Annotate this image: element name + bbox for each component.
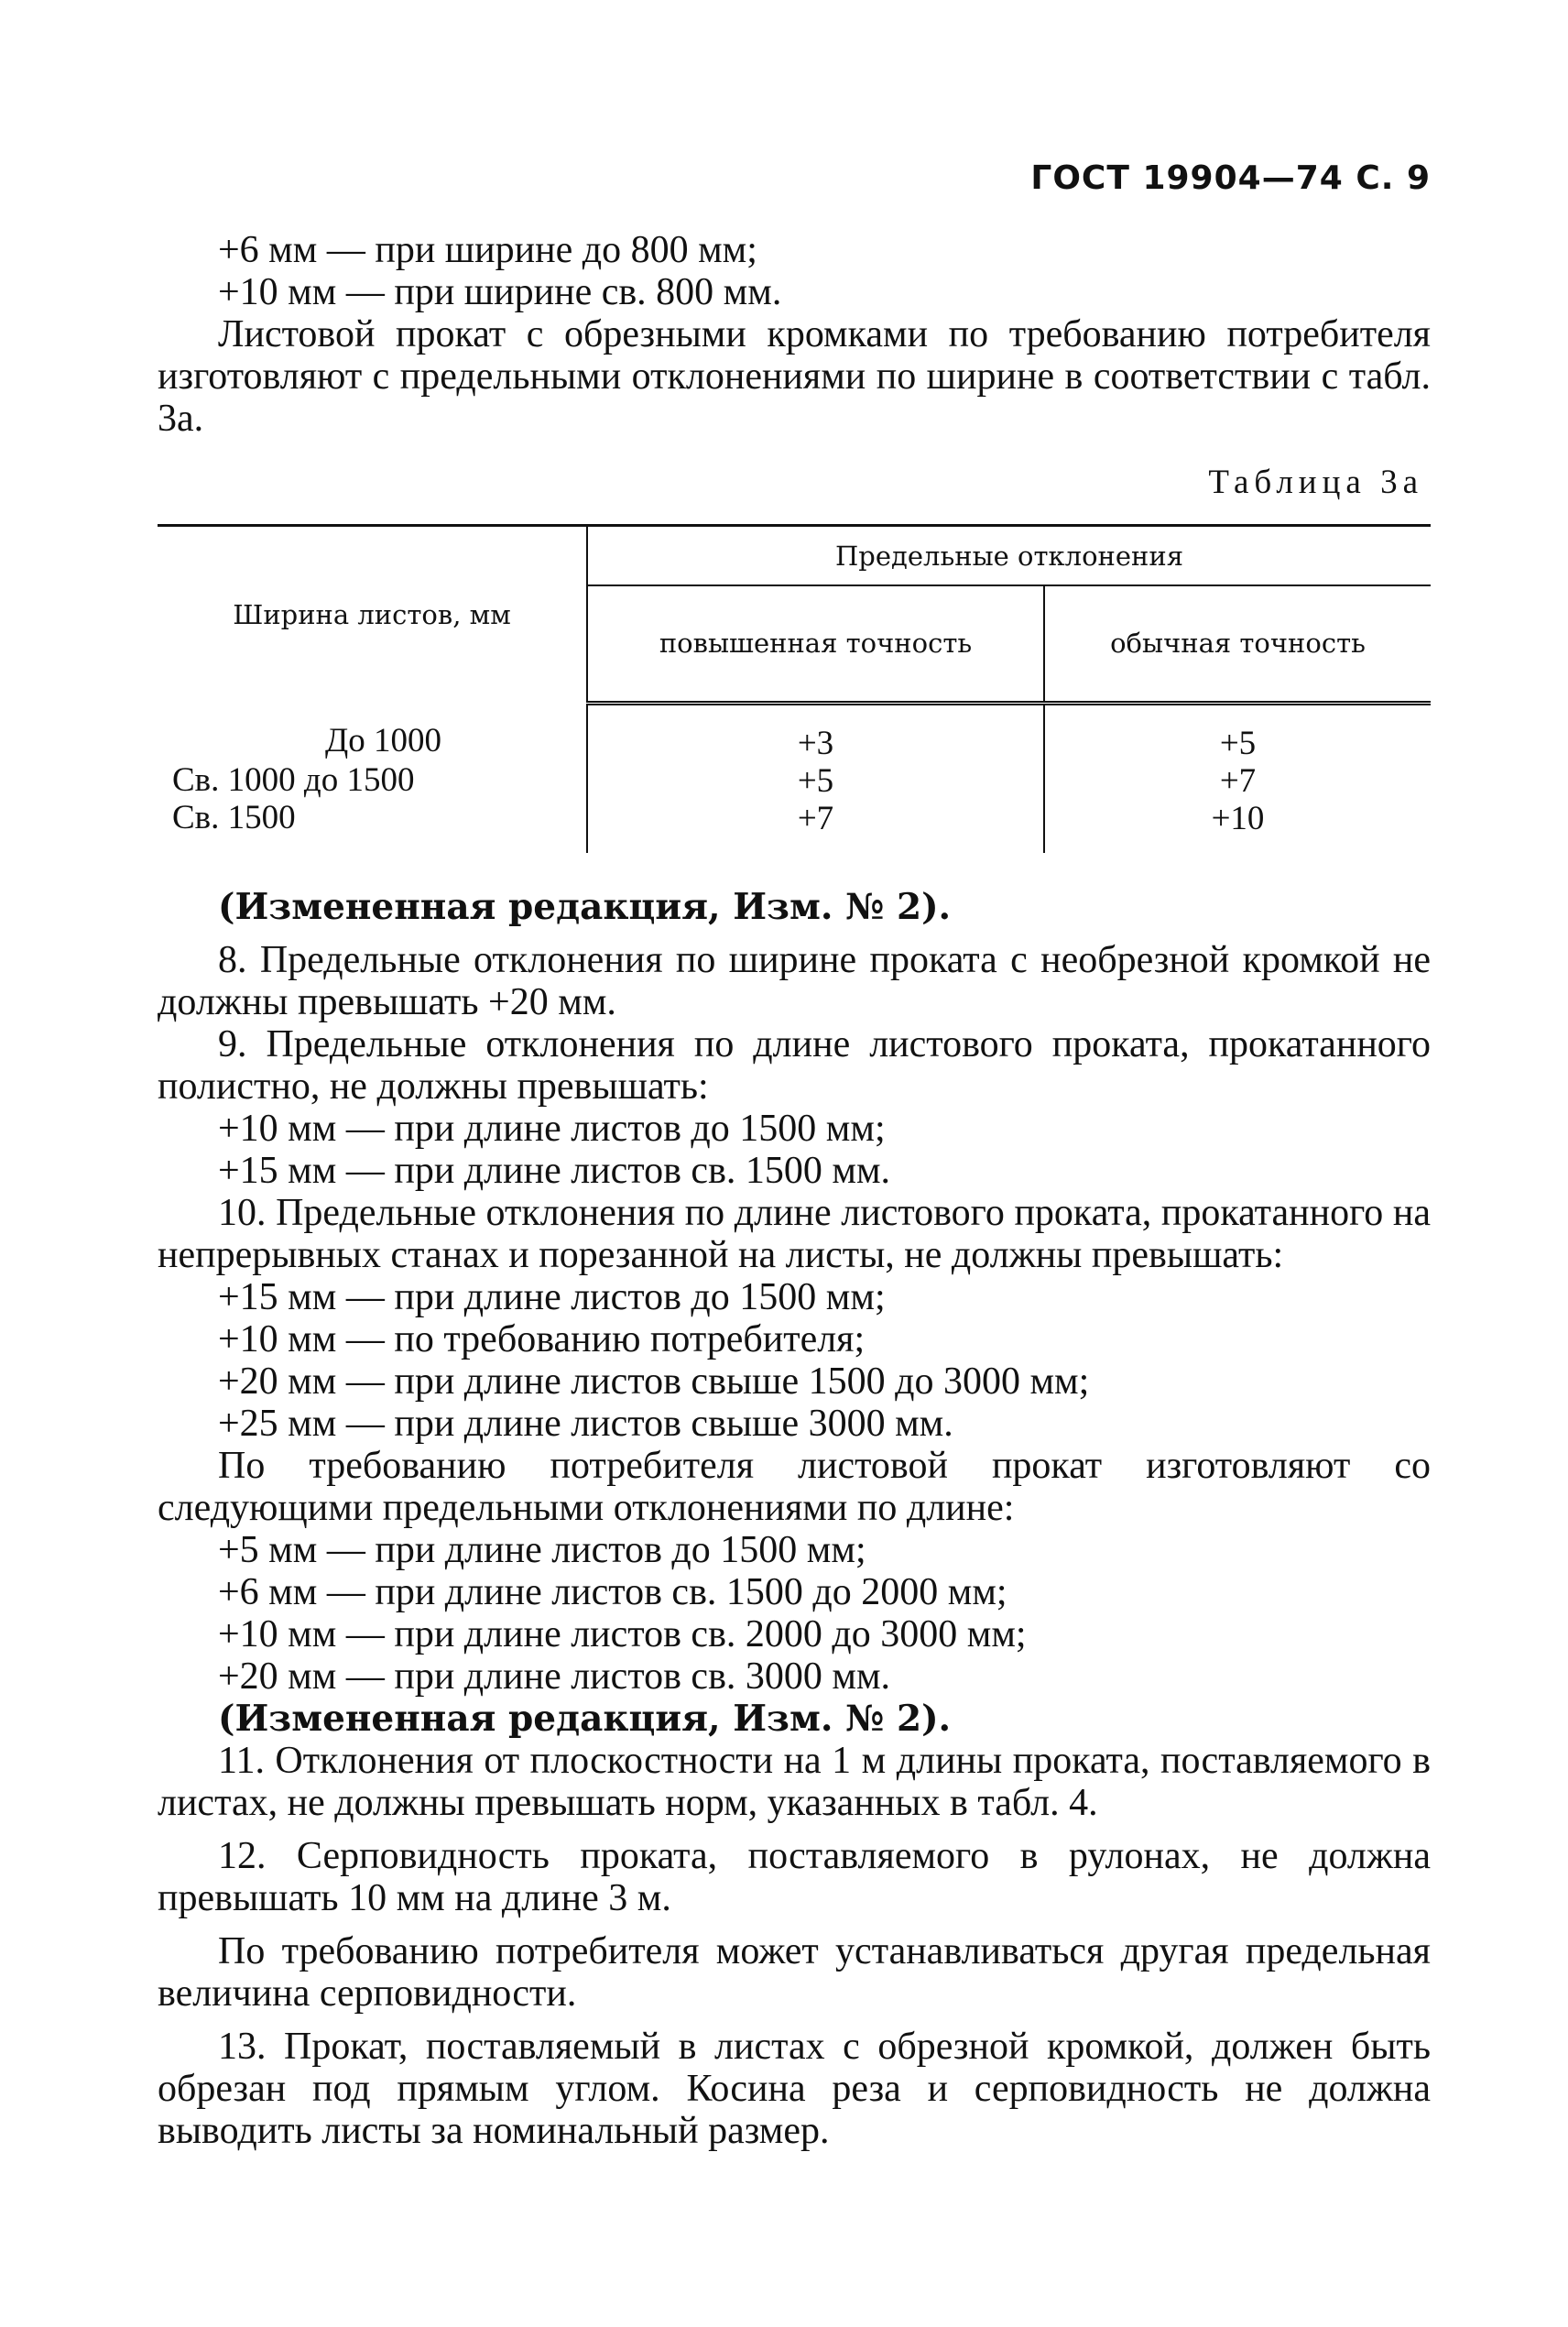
column-group-header: Предельные отклонения (587, 526, 1431, 586)
table-row (158, 800, 1431, 853)
tolerance-line: +10 мм — при длине листов до 1500 мм; (218, 1107, 886, 1150)
clause-11: 11. Отклонения от плоскостности на 1 м длины проката, поставляемого в листах, не должны превышать норм, указанных в табл. 4. (158, 1739, 1431, 1824)
consumer-requirement: По требованию потребителя листовой прокат изготовляют со следующими предельными отклонениями по длине: (158, 1444, 1431, 1529)
clause-10: 10. Предельные отклонения по длине листового проката, прокатанного на непрерывных станах и порезанной на листы, не должны превышать: (158, 1191, 1431, 1276)
amendment-note: (Измененная редакция, Изм. № 2). (218, 1697, 952, 1740)
cell-width: Св. 1000 до 1500 (172, 760, 415, 799)
clause-12: 12. Серповидность проката, поставляемого в рулонах, не должна превышать 10 мм на длине 3 м. (158, 1834, 1431, 1919)
table-row (158, 762, 1431, 800)
amendment-note: (Измененная редакция, Изм. № 2). (218, 885, 952, 928)
running-head: ГОСТ 19904—74 С. 9 (1030, 159, 1431, 197)
table-caption: Таблица 3а (1208, 464, 1423, 501)
deviation-table (158, 524, 1431, 853)
tolerance-line: +20 мм — при длине листов св. 3000 мм. (218, 1655, 891, 1698)
tolerance-line: +10 мм — по требованию потребителя; (218, 1317, 866, 1360)
clause-12-note: По требованию потребителя может устанавливаться другая предельная величина серповидности. (158, 1929, 1431, 2015)
column-header-width: Ширина листов, мм (158, 526, 587, 704)
tolerance-line: +5 мм — при длине листов до 1500 мм; (218, 1528, 866, 1571)
tolerance-line: +15 мм — при длине листов св. 1500 мм. (218, 1149, 891, 1192)
cell-high: +3 (587, 703, 1044, 762)
clause-9: 9. Предельные отклонения по длине листового проката, прокатанного полистно, не должны превышать: (158, 1022, 1431, 1108)
tolerance-line: +25 мм — при длине листов свыше 3000 мм. (218, 1402, 953, 1445)
cell-normal: +10 (1211, 799, 1265, 837)
cell-width: До 1000 (325, 722, 441, 759)
cell-high: +7 (587, 800, 1044, 853)
intro-paragraph: Листовой прокат с обрезными кромками по требованию потребителя изготовляют с предельными отклонениями по ширине в соответствии с табл. 3а. (158, 313, 1431, 440)
tolerance-line: +15 мм — при длине листов до 1500 мм; (218, 1275, 886, 1318)
cell-normal: +7 (1219, 761, 1257, 800)
tolerance-line: +10 мм — при ширине св. 800 мм. (218, 271, 782, 313)
tolerance-line: +20 мм — при длине листов свыше 1500 до 3000 мм; (218, 1360, 1090, 1403)
column-header-high-precision: повышенная точность (587, 585, 1044, 703)
cell-width: Св. 1500 (172, 798, 296, 836)
tolerance-line: +10 мм — при длине листов св. 2000 до 3000 мм; (218, 1612, 1027, 1655)
clause-13: 13. Прокат, поставляемый в листах с обрезной кромкой, должен быть обрезан под прямым углом. Косина реза и серповидность не должна выводить листы за номинальный размер. (158, 2025, 1431, 2152)
clause-8: 8. Предельные отклонения по ширине проката с необрезной кромкой не должны превышать +20 мм. (158, 938, 1431, 1023)
column-header-normal-precision: обычная точность (1044, 585, 1431, 703)
table-row (158, 703, 1431, 762)
tolerance-line: +6 мм — при длине листов св. 1500 до 2000 мм; (218, 1570, 1007, 1613)
cell-high: +5 (587, 762, 1044, 800)
cell-normal: +5 (1219, 724, 1257, 762)
page-body (158, 229, 1431, 2152)
tolerance-line: +6 мм — при ширине до 800 мм; (218, 229, 757, 271)
